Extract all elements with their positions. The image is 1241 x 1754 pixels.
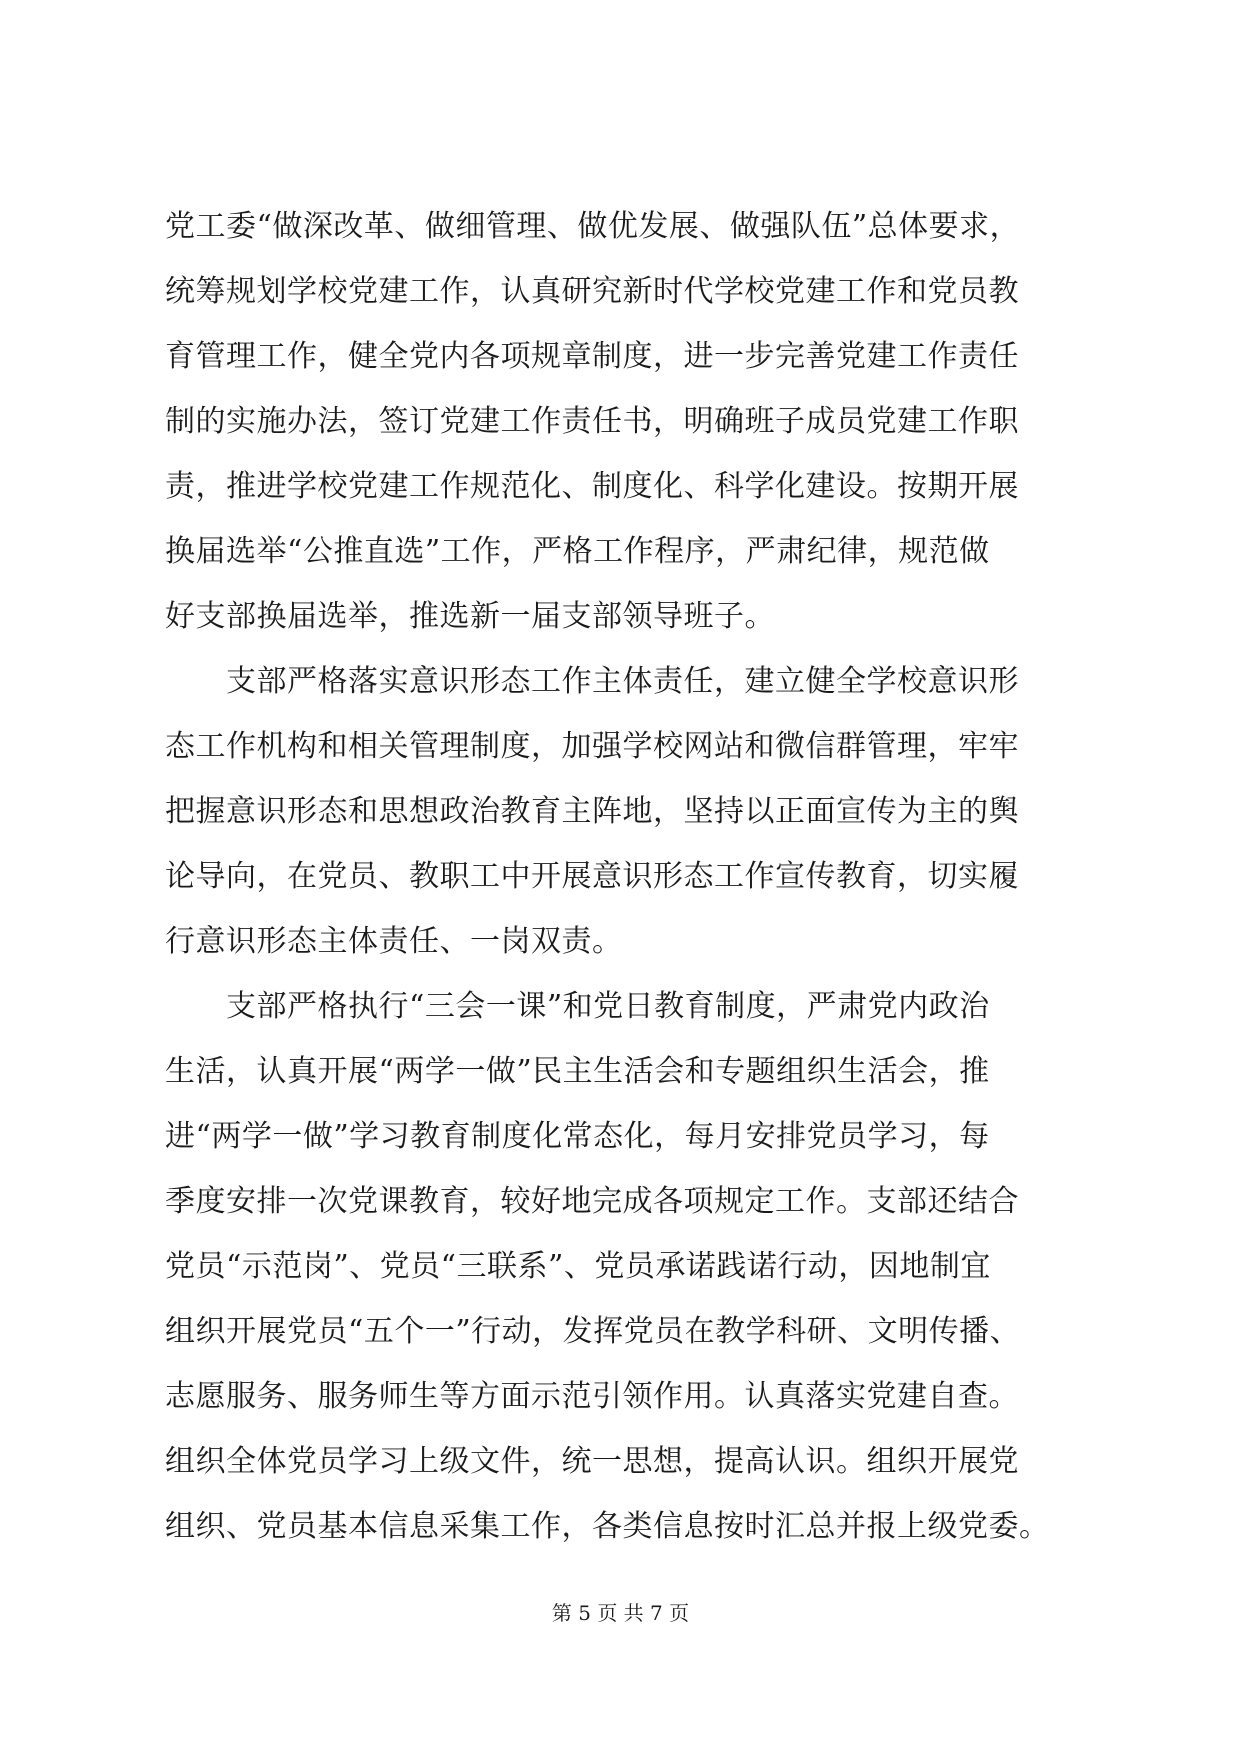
text-line: 支部严格落实意识形态工作主体责任，建立健全学校意识形 bbox=[165, 664, 1019, 699]
paragraph-2 bbox=[165, 649, 1100, 974]
text-line: 统筹规划学校党建工作，认真研究新时代学校党建工作和党员教 bbox=[165, 274, 1019, 309]
text-line: 育管理工作，健全党内各项规章制度，进一步完善党建工作责任 bbox=[165, 339, 1019, 374]
document-body bbox=[165, 194, 1100, 1559]
text-line: 进“两学一做”学习教育制度化常态化，每月安排党员学习，每 bbox=[165, 1119, 990, 1154]
paragraph-3 bbox=[165, 974, 1100, 1559]
page-footer bbox=[0, 1601, 1241, 1625]
text-line: 季度安排一次党课教育，较好地完成各项规定工作。支部还结合 bbox=[165, 1184, 1019, 1219]
text-line: 组织全体党员学习上级文件，统一思想，提高认识。组织开展党 bbox=[165, 1444, 1019, 1479]
text-line: 组织、党员基本信息采集工作，各类信息按时汇总并报上级党委。 bbox=[165, 1509, 1050, 1544]
text-line: 态工作机构和相关管理制度，加强学校网站和微信群管理，牢牢 bbox=[165, 729, 1019, 764]
text-line: 组织开展党员“五个一”行动，发挥党员在教学科研、文明传播、 bbox=[165, 1314, 1021, 1349]
text-line: 论导向，在党员、教职工中开展意识形态工作宣传教育，切实履 bbox=[165, 859, 1019, 894]
page-number: 第 5 页 共 7 页 bbox=[551, 1601, 690, 1625]
text-line: 党工委“做深改革、做细管理、做优发展、做强队伍”总体要求， bbox=[165, 209, 1021, 244]
text-line: 支部严格执行“三会一课”和党日教育制度，严肃党内政治 bbox=[165, 989, 990, 1024]
text-line: 换届选举“公推直选”工作，严格工作程序，严肃纪律，规范做 bbox=[165, 534, 990, 569]
text-line: 制的实施办法，签订党建工作责任书，明确班子成员党建工作职 bbox=[165, 404, 1019, 439]
text-line: 责，推进学校党建工作规范化、制度化、科学化建设。按期开展 bbox=[165, 469, 1019, 504]
text-line: 志愿服务、服务师生等方面示范引领作用。认真落实党建自查。 bbox=[165, 1379, 1019, 1414]
text-line: 生活，认真开展“两学一做”民主生活会和专题组织生活会，推 bbox=[165, 1054, 990, 1089]
text-line: 党员“示范岗”、党员“三联系”、党员承诺践诺行动，因地制宜 bbox=[165, 1249, 991, 1284]
text-line: 好支部换届选举，推选新一届支部领导班子。 bbox=[165, 599, 775, 634]
text-line: 行意识形态主体责任、一岗双责。 bbox=[165, 924, 623, 959]
paragraph-1 bbox=[165, 194, 1100, 649]
text-line: 把握意识形态和思想政治教育主阵地，坚持以正面宣传为主的舆 bbox=[165, 794, 1019, 829]
